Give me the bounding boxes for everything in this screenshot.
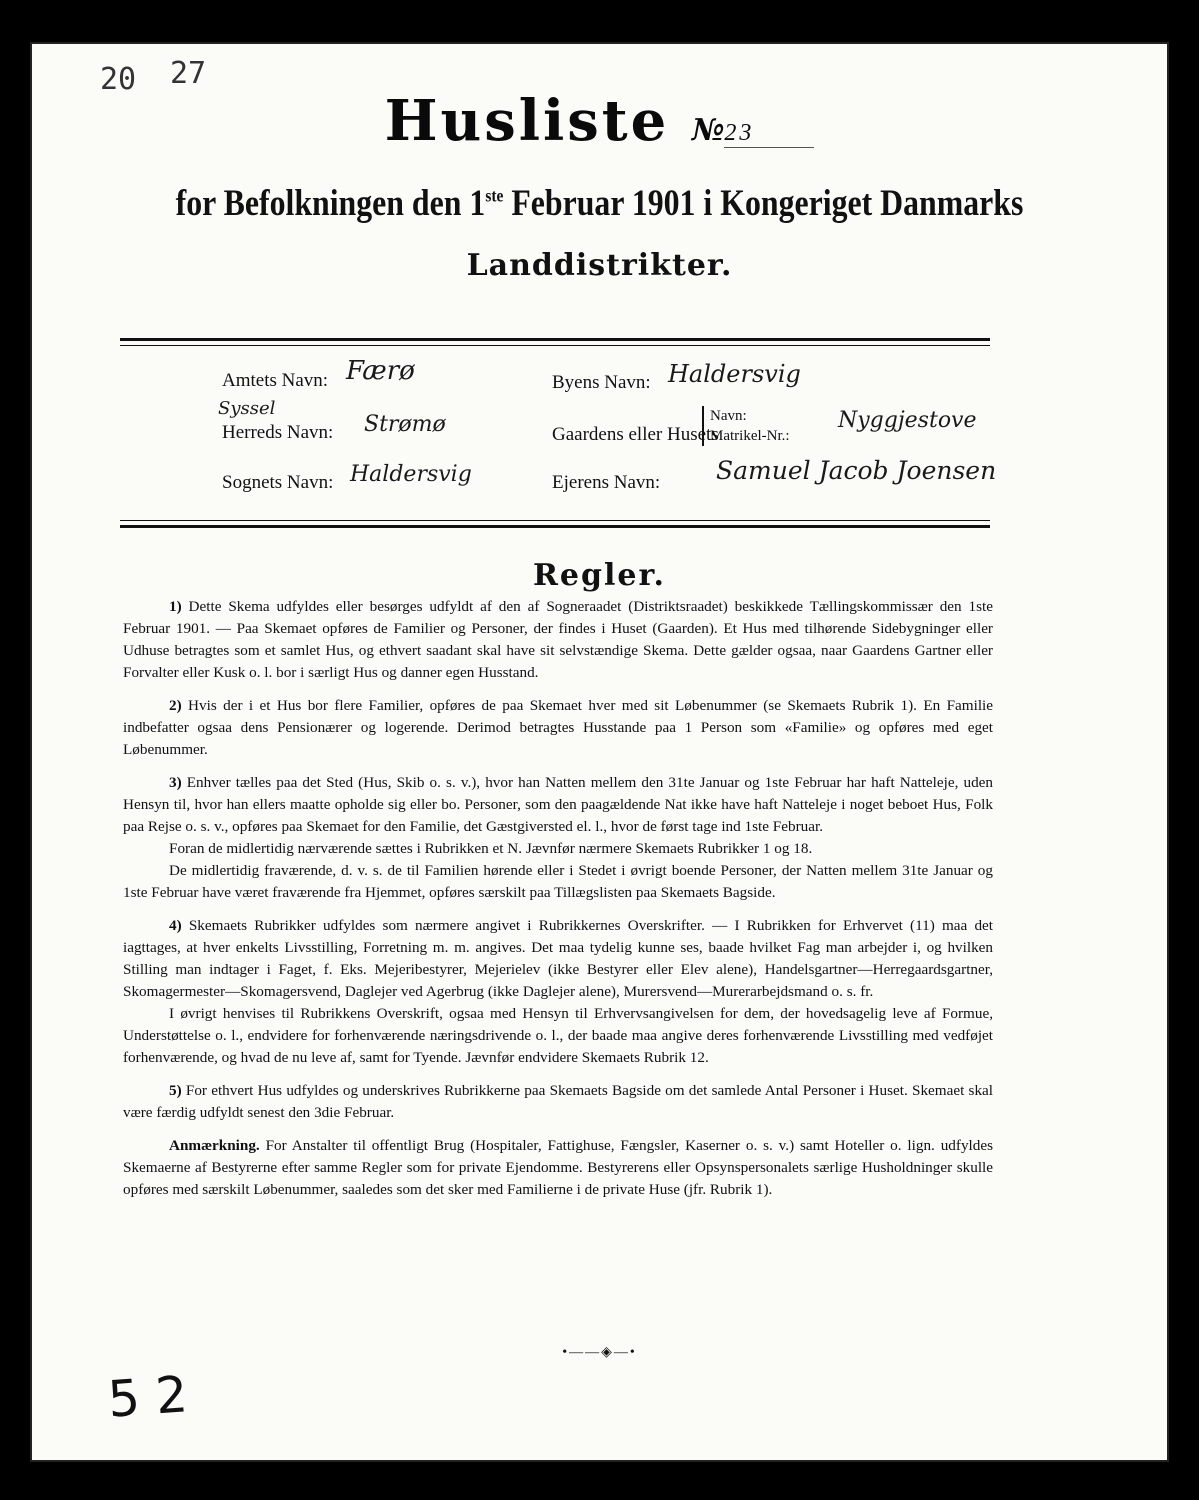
- rules-body: [123, 596, 993, 1212]
- title-text: Husliste: [384, 88, 670, 154]
- divider-bottom-thin: [120, 520, 990, 521]
- ejer-label: Ejerens Navn:: [552, 472, 661, 493]
- rule-4: [123, 915, 993, 1003]
- divider-top: [120, 338, 990, 341]
- subtitle-sup: ste: [485, 185, 504, 206]
- rule-3b: Foran de midlertidig nærværende sættes i Rubrikken et N. Jævnfør nærmere Skemaets Rubrikker 1 og 18.: [169, 840, 813, 857]
- rule-5: [123, 1080, 993, 1124]
- ejer-value: Samuel Jacob Joensen: [716, 456, 997, 485]
- rule-5-number: 5): [169, 1082, 182, 1099]
- rule-2: [123, 695, 993, 761]
- rule-2-number: 2): [169, 697, 182, 714]
- form-title: [0, 88, 1199, 154]
- rule-1-text: Dette Skema udfyldes eller besørges udfyldt af den af Sogneraadet (Distriktsraadet) beskikkede Tællingskommissær den 1ste Februar 1901. — Paa Skemaet opføres de Familier og Personer, der findes i Huset (Gaarden). Et Hus med tilhørende Sidebygninger eller Udhuse betragtes som et samlet Hus, og ethvert saadant skal have sit selvstændige Skema. Dette gælder ogsaa, naar Gaardens Gartner eller Forvalter eller Kusk o. l. bor i særligt Hus og danner egen Husstand.: [123, 598, 993, 681]
- rule-3-text: Enhver tælles paa det Sted (Hus, Skib o. s. v.), hvor han Natten mellem den 31te Januar og 1ste Februar har haft Natteleje, uden Hensyn til, hvor han ellers maatte opholde sig eller bo. Personer, som den paagældende Nat ikke have haft Natteleje i noget beboet Hus, Folk paa Rejse o. s. v., opføres paa Skemaet for den Familie, det Gæstgiversted el. l., hvor de først tage ind 1ste Februar.: [123, 774, 994, 835]
- rule-3-number: 3): [169, 774, 182, 791]
- gaard-value: Nyggjestove: [838, 408, 977, 433]
- matrikel-label: Matrikel-Nr.:: [710, 428, 790, 444]
- rule-1-number: 1): [169, 598, 182, 615]
- rule-4-number: 4): [169, 917, 182, 934]
- rule-3: [123, 772, 993, 838]
- rule-4-text: Skemaets Rubrikker udfyldes som nærmere angivet i Rubrikkernes Overskrifter. — I Rubrikken for Erhvervet (11) maa det iagttages, at hver enkelts Livsstilling, Forretning m. m. angives. Det maa tydelig kunne ses, baade hvilket Fag man arbejder i, og hvilken Stilling man indtager i Faget, f. Eks. Mejeribestyrer, Mejerielev (ikke Bestyrer eller Elev alene), Handelsgartner—Herregaardsgartner, Skomagermester—Skomagersvend, Daglejer ved Agerbrug (ikke Daglejer alene), Murersvend—Murerarbejdsmand o. s. fr.: [123, 917, 994, 1000]
- page-number-right: 27: [170, 56, 207, 91]
- page-number-left: 20: [100, 62, 137, 97]
- herred-label: Herreds Navn:: [222, 422, 334, 443]
- gaard-subfields: [702, 406, 790, 446]
- sogn-label: Sognets Navn:: [222, 472, 334, 493]
- number-label: №: [691, 113, 725, 148]
- subtitle-pre: for Befolkningen den 1: [175, 183, 486, 224]
- rule-5-text: For ethvert Hus udfyldes og underskrives Rubrikkerne paa Skemaets Bagside om det samlede Antal Personer i Huset. Skemaet skal være færdig udfyldt senest den 3die Februar.: [123, 1082, 993, 1121]
- ornament-divider: •——◈—•: [562, 1345, 637, 1360]
- rule-1: [123, 596, 993, 684]
- by-label: Byens Navn:: [552, 372, 651, 393]
- annotation-label: Anmærkning.: [169, 1137, 260, 1154]
- district-heading: Landdistrikter.: [466, 248, 733, 283]
- divider-top-thin: [120, 345, 990, 346]
- divider-bottom: [120, 525, 990, 528]
- bottom-handwritten-note: 5 2: [106, 1365, 190, 1429]
- form-subtitle: [84, 182, 1115, 225]
- by-value: Haldersvig: [668, 360, 801, 388]
- rule-4b: I øvrigt henvises til Rubrikkens Overskrift, ogsaa med Hensyn til Erhvervsangivelsen for dem, der hovedsagelig leve af Formue, Understøttelse o. l., endvidere for forhenværende næringsdrivende o. l., der baade maa angive deres forhenværende Livsstilling med vedføjet forhenværende, og hvad de nu leve af, samt for Tyende. Jævnfør endvidere Skemaets Rubrik 12.: [123, 1005, 993, 1066]
- annotation-text: For Anstalter til offentligt Brug (Hospitaler, Fattighuse, Fængsler, Kaserner o. s. v.) samt Hoteller o. lign. udfyldes Skemaerne af Bestyrerne efter samme Regler som for private Ejendomme. Bestyrerens eller Opsynspersonalets særlige Husholdninger skulle opføres med særskilt Løbenummer, saaledes som det sker med Familierne i de private Huse (jfr. Rubrik 1).: [123, 1137, 994, 1198]
- gaard-label: Gaardens eller Husets: [552, 424, 719, 445]
- rules-heading: Regler.: [533, 558, 666, 593]
- rule-2-text: Hvis der i et Hus bor flere Familier, opføres de paa Skemaet hver med sit Løbenummer (se Skemaets Rubrik 1). En Familie indbefatter ogsaa dens Pensionærer og logerende. Derimod betragtes Husstande paa 1 Person som «Familie» og opføres med eget Løbenummer.: [123, 697, 993, 758]
- amt-label: Amtets Navn:: [222, 370, 329, 391]
- amt-value: Færø: [346, 356, 415, 386]
- herred-value: Strømø: [364, 412, 446, 437]
- rule-3c: De midlertidig fraværende, d. v. s. de til Familien hørende eller i Stedet i øvrigt boende Personer, der Natten mellem 31te Januar og 1ste Februar have været fraværende fra Hjemmet, opføres særskilt paa Tillægslisten paa Skemaets Bagside.: [123, 862, 993, 901]
- subtitle-post: Februar 1901 i Kongeriget Danmarks: [503, 183, 1024, 224]
- herred-overwrite: Syssel: [218, 398, 276, 419]
- sogn-value: Haldersvig: [350, 462, 472, 487]
- list-number: 23: [724, 120, 814, 148]
- navn-label: Navn:: [710, 408, 747, 424]
- annotation-note: [123, 1135, 993, 1201]
